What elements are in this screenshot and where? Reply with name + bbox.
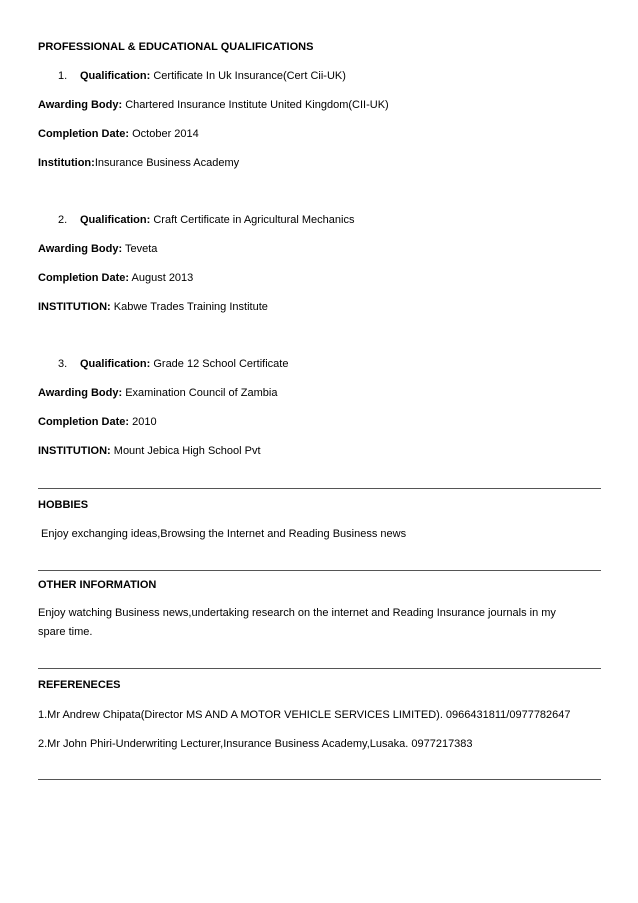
reference-item-2: 2.Mr John Phiri-Underwriting Lecturer,Insurance Business Academy,Lusaka. 0977217383 — [38, 738, 473, 750]
qualification-3-number: 3. — [58, 358, 68, 370]
institution-value: Kabwe Trades Training Institute — [113, 301, 268, 313]
qualification-2-awarding-body — [38, 242, 157, 256]
completion-date-value: October 2014 — [132, 128, 199, 140]
completion-date-value: 2010 — [132, 416, 157, 428]
qualification-label: Qualification: — [80, 70, 151, 82]
qualification-3-completion-date — [38, 415, 157, 429]
completion-date-label: Completion Date: — [38, 416, 130, 428]
qualification-label: Qualification: — [80, 214, 151, 226]
qualification-3-value: Grade 12 School Certificate — [153, 358, 289, 370]
qualification-1-line — [58, 69, 346, 83]
awarding-body-label: Awarding Body: — [38, 243, 123, 255]
qualification-3-institution — [38, 444, 261, 458]
other-information-line-2: spare time. — [38, 626, 93, 638]
divider — [38, 488, 601, 489]
institution-value: Insurance Business Academy — [94, 157, 240, 169]
awarding-body-label: Awarding Body: — [38, 99, 123, 111]
institution-label: Institution: — [38, 157, 95, 169]
references-heading: REFERENECES — [38, 679, 121, 691]
institution-label: INSTITUTION: — [38, 445, 111, 457]
qualification-1-institution — [38, 156, 239, 170]
completion-date-label: Completion Date: — [38, 272, 130, 284]
qualification-2-line — [58, 213, 354, 227]
qualification-2-completion-date — [38, 271, 193, 285]
qualification-2-number: 2. — [58, 214, 68, 226]
completion-date-value: August 2013 — [131, 272, 194, 284]
qualification-1-number: 1. — [58, 70, 68, 82]
reference-item-1: 1.Mr Andrew Chipata(Director MS AND A MOTOR VEHICLE SERVICES LIMITED). 0966431811/0977782647 — [38, 709, 571, 721]
awarding-body-label: Awarding Body: — [38, 387, 123, 399]
qualification-3-awarding-body — [38, 386, 277, 400]
qualification-2-value: Craft Certificate in Agricultural Mechanics — [153, 214, 355, 226]
qualification-1-completion-date — [38, 127, 199, 141]
divider — [38, 668, 601, 669]
qualification-label: Qualification: — [80, 358, 151, 370]
section-title: PROFESSIONAL & EDUCATIONAL QUALIFICATIONS — [38, 41, 314, 53]
qualification-1-value: Certificate In Uk Insurance(Cert Cii-UK) — [153, 70, 346, 82]
institution-value: Mount Jebica High School Pvt — [113, 445, 261, 457]
qualification-1-awarding-body — [38, 98, 389, 112]
other-information-heading: OTHER INFORMATION — [38, 579, 157, 591]
awarding-body-value: Examination Council of Zambia — [125, 387, 278, 399]
institution-label: INSTITUTION: — [38, 301, 111, 313]
awarding-body-value: Chartered Insurance Institute United Kingdom(CII-UK) — [125, 99, 389, 111]
divider — [38, 779, 601, 780]
completion-date-label: Completion Date: — [38, 128, 130, 140]
qualification-3-line — [58, 357, 288, 371]
qualification-2-institution — [38, 300, 268, 314]
awarding-body-value: Teveta — [125, 243, 158, 255]
hobbies-heading: HOBBIES — [38, 499, 89, 511]
divider — [38, 570, 601, 571]
other-information-line-1: Enjoy watching Business news,undertaking research on the internet and Reading Insurance journals in my — [38, 607, 556, 619]
hobbies-text: Enjoy exchanging ideas,Browsing the Internet and Reading Business news — [41, 528, 407, 540]
